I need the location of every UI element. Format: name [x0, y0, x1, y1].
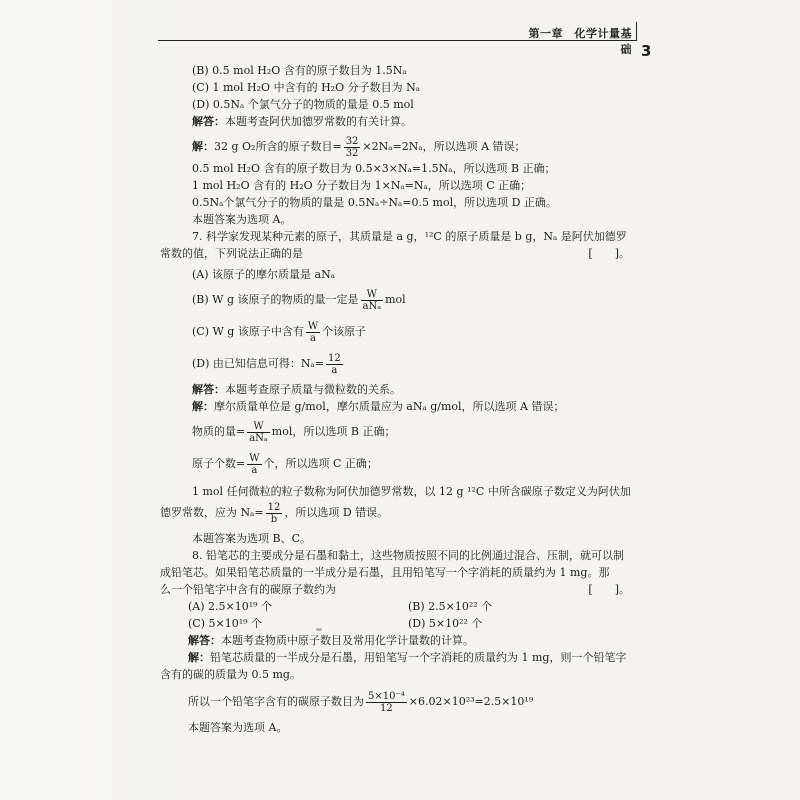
q7-solution-5-numerator: 12 [267, 501, 281, 513]
q8-answer-bracket: [ ]。 [588, 583, 630, 596]
q8-options-row-2 [160, 615, 640, 632]
q7-solution-3-text: 原子个数= [192, 457, 246, 470]
q6-answer: 本题答案为选项 A。 [192, 213, 292, 226]
q8-solution-2: 含有的碳的质量为 0.5 mg。 [160, 668, 301, 681]
q6-solution-1-text: 32 g O₂所含的原子数目= [214, 140, 342, 153]
q7-option-b [160, 287, 640, 313]
header-vertical-rule [636, 22, 637, 41]
q7-solution-3-numerator: W [249, 452, 260, 464]
q8-solution-3-result: ×6.02×10²³=2.5×10¹⁹ [408, 695, 534, 708]
q7-solution-label: 解： [192, 400, 214, 413]
ink-speck [316, 628, 322, 631]
q7-option-c-denominator: a [310, 332, 316, 344]
q8-analysis-label: 解答： [188, 634, 221, 647]
q8-solution-1-text: 铅笔芯质量的一半成分是石墨，用铅笔写一个字消耗的质量约为 1 mg，则一个铅笔字 [210, 651, 627, 664]
q8-solution-3-numerator: 5×10⁻⁴ [368, 690, 405, 702]
q6-option-c: (C) 1 mol H₂O 中含有的 H₂O 分子数目为 Nₐ [192, 81, 420, 94]
q8-option-b: (B) 2.5×10²² 个 [408, 600, 493, 613]
q8-solution-3-fraction [366, 691, 407, 714]
q8-analysis [160, 632, 640, 649]
q6-solution-2: 0.5 mol H₂O 含有的原子数目为 0.5×3×Nₐ=1.5Nₐ，所以选项 B 正确； [192, 162, 556, 175]
q7-option-d-text: (D) 由已知信息可得：Nₐ= [192, 357, 324, 370]
q7-analysis-label: 解答： [192, 383, 225, 396]
q6-option-b: (B) 0.5 mol H₂O 含有的原子数目为 1.5Nₐ [192, 64, 407, 77]
q7-stem-line-1: 7. 科学家发现某种元素的原子，其质量是 a g，¹²C 的原子质量是 b g，Nₐ 是阿伏加德罗 [192, 230, 627, 243]
q7-analysis-text: 本题考查原子质量与微粒数的关系。 [225, 383, 401, 396]
q6-fraction-denominator: 32 [345, 147, 359, 159]
q8-solution-3-denominator: 12 [380, 702, 393, 714]
q8-option-c: (C) 5×10¹⁹ 个 [188, 617, 263, 630]
q7-solution-2-text: 物质的量= [192, 425, 246, 438]
q7-solution-2-result: mol，所以选项 B 正确； [271, 425, 396, 438]
q8-analysis-text: 本题考查物质中原子数目及常用化学计量数的计算。 [221, 634, 474, 647]
q7-analysis [160, 381, 640, 398]
q7-solution-2-numerator: W [247, 421, 270, 433]
q7-option-c-text: (C) W g 该原子中含有 [192, 325, 304, 338]
q6-solution-1-result: ×2Nₐ=2Nₐ，所以选项 A 错误； [362, 140, 526, 153]
q8-solution-label: 解： [188, 651, 210, 664]
q8-option-d: (D) 5×10²² 个 [408, 617, 483, 630]
q6-fraction [344, 136, 361, 159]
q7-solution-3 [160, 451, 640, 477]
q6-solution-4: 0.5Nₐ个氯气分子的物质的量是 0.5Nₐ÷Nₐ=0.5 mol，所以选项 D 正确。 [192, 196, 557, 209]
q7-solution-5-fraction [266, 502, 283, 525]
q8-answer: 本题答案为选项 A。 [188, 721, 288, 734]
q7-stem-text: 常数的值，下列说法正确的是 [160, 247, 303, 260]
q8-option-a: (A) 2.5×10¹⁹ 个 [188, 600, 273, 613]
q8-stem-line-1: 8. 铅笔芯的主要成分是石墨和黏土，这些物质按照不同的比例通过混合、压制，就可以制 [192, 549, 624, 562]
q8-solution-1 [160, 649, 640, 666]
page-gutter [0, 0, 180, 800]
q6-solution-1 [160, 134, 640, 160]
q7-option-c-numerator: W [307, 320, 319, 332]
q7-option-d-numerator: 12 [327, 352, 341, 364]
q7-solution-1 [160, 398, 640, 415]
q7-answer-bracket: [ ]。 [588, 247, 630, 260]
q7-option-b-unit: mol [385, 293, 406, 306]
q6-solution-label: 解： [192, 140, 214, 153]
q7-answer: 本题答案为选项 B、C。 [192, 532, 311, 545]
q7-solution-3-denominator: a [251, 464, 258, 476]
q7-option-d-fraction [326, 353, 343, 376]
q6-analysis [160, 113, 640, 130]
q7-option-a: (A) 该原子的摩尔质量是 aNₐ [192, 268, 335, 281]
page-number: 3 [641, 42, 652, 60]
q8-stem-text: 么一个铅笔字中含有的碳原子数约为 [160, 583, 336, 596]
q8-stem-line-2: 成铅笔芯。如果铅笔芯质量的一半成分是石墨，且用铅笔写一个字消耗的质量约为 1 mg。那 [160, 566, 610, 579]
q8-options-row-1 [160, 598, 640, 615]
q7-solution-5-denominator: b [270, 513, 278, 525]
q7-solution-5-text: 德罗常数，应为 Nₐ= [160, 506, 264, 519]
q7-option-c [160, 319, 640, 345]
q6-analysis-text: 本题考查阿伏加德罗常数的有关计算。 [225, 115, 412, 128]
q7-option-b-numerator: W [361, 289, 384, 301]
q7-option-c-fraction [306, 321, 320, 344]
chapter-title: 第一章 化学计量基础 [528, 27, 632, 56]
q7-solution-2-denominator: aNₐ [249, 432, 268, 444]
body-text [160, 62, 640, 736]
q7-option-d [160, 351, 640, 377]
q6-option-d: (D) 0.5Nₐ 个氯气分子的物质的量是 0.5 mol [192, 98, 414, 111]
q7-option-d-denominator: a [331, 364, 338, 376]
q7-option-b-fraction [361, 289, 384, 312]
q7-option-b-text: (B) W g 该原子的物质的量一定是 [192, 293, 359, 306]
q7-solution-1-text: 摩尔质量单位是 g/mol，摩尔质量应为 aNₐ g/mol，所以选项 A 错误； [214, 400, 565, 413]
header-rule [158, 40, 636, 41]
q7-solution-3-result: 个，所以选项 C 正确； [263, 457, 378, 470]
q7-solution-5-result: ，所以选项 D 错误。 [284, 506, 389, 519]
q6-solution-3: 1 mol H₂O 含有的 H₂O 分子数目为 1×Nₐ=Nₐ，所以选项 C 正确； [192, 179, 532, 192]
q7-option-c-suffix: 个该原子 [322, 325, 367, 338]
q8-stem-line-3 [160, 581, 640, 598]
q7-solution-4: 1 mol 任何微粒的粒子数称为阿伏加德罗常数，以 12 g ¹²C 中所含碳原子数定义为阿伏加 [192, 485, 631, 498]
q6-fraction-numerator: 32 [345, 135, 359, 147]
q7-stem-line-2 [160, 245, 640, 262]
q7-solution-2 [160, 419, 640, 445]
q7-option-b-denominator: aNₐ [362, 300, 382, 312]
q6-analysis-label: 解答： [192, 115, 225, 128]
q7-solution-3-fraction [247, 453, 261, 476]
q7-solution-5 [160, 500, 640, 526]
q8-solution-3-text: 所以一个铅笔字含有的碳原子数目为 [188, 695, 364, 708]
q8-solution-3 [160, 689, 640, 715]
q7-solution-2-fraction [247, 421, 270, 444]
